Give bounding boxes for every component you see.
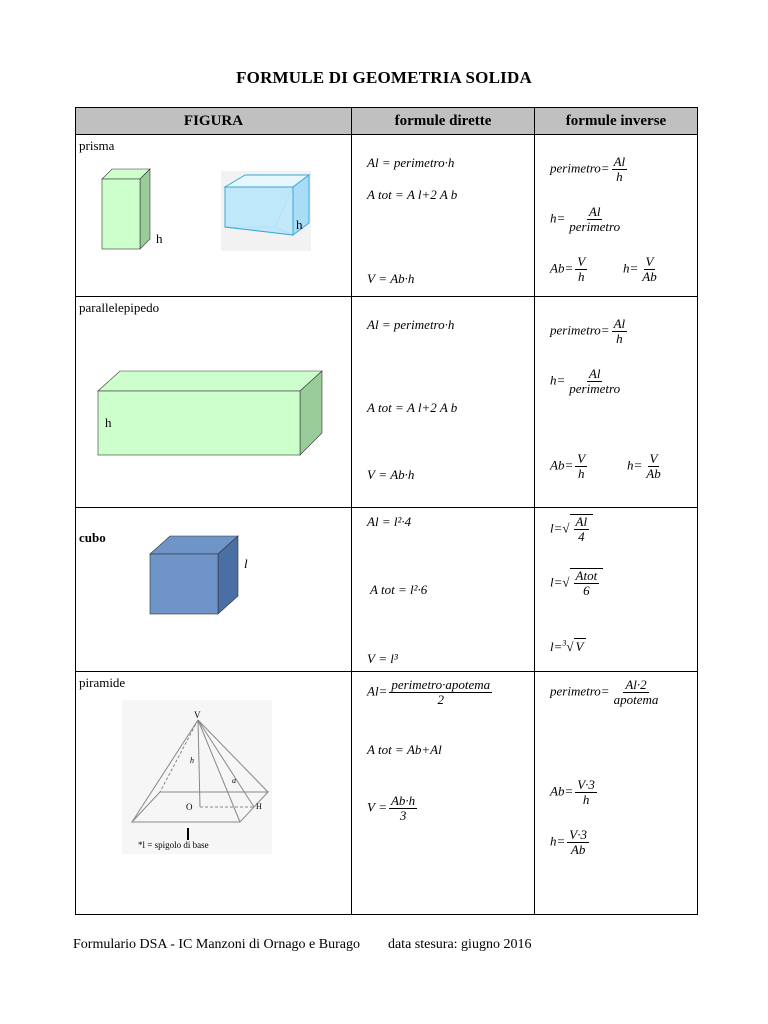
pyramid-caption: *l = spigolo di base [138,840,209,850]
formula-height: h= $\frac{V\cdot 3}{Ab}$ [550,827,587,857]
header-formule-dirette: formule dirette [352,108,535,135]
figure-cell-cubo [76,508,352,672]
formula-lateral-area: Al = perimetro·h [367,155,455,170]
direct-formulas-piramide [352,672,535,915]
figure-cell-parallelepipedo [76,297,352,508]
height-label: h [156,231,163,246]
table-row-cubo [76,508,698,672]
page-title: FORMULE DI GEOMETRIA SOLIDA [236,68,532,87]
apothem-label: a [232,776,236,785]
formula-edge-3: l=$^3$√ V [550,638,584,654]
formula-lateral-area: Al = l²·4 [367,514,412,529]
height-label: h [105,415,112,430]
formula-lateral-area: Al= perimetro·apotema 2 [367,677,491,707]
formula-perimetro: perimetro= $\frac{Al}{h}$ [550,316,626,346]
formula-height: h= Al perimetro [550,204,621,234]
formula-base-area: Ab= $\frac{V}{h}$ [550,254,586,284]
direct-formulas-cubo [352,508,535,672]
formula-height-2: h= $\frac{V}{Ab}$ [627,451,661,481]
edge-label: l [244,556,248,571]
header-formule-inverse: formule inverse [535,108,698,135]
formula-perimetro: perimetro= Al·2 apotema [550,677,659,707]
footer-date: data stesura: giugno 2016 [387,937,532,952]
formula-volume: V = Ab·h [367,467,415,482]
formula-edge-1: l=√ $\frac{Al}{4}$ [550,514,593,544]
row-name: cubo [79,530,106,545]
parallelepiped-image [96,369,324,455]
formula-total-area: A tot = Ab+Al [367,742,442,757]
inverse-formulas-prisma [535,135,698,297]
formula-height-2: h= $\frac{V}{Ab}$ [623,254,657,284]
header-figura: FIGURA [76,108,352,135]
direct-formulas-parallelepipedo [352,297,535,508]
formula-total-area: A tot = l²·6 [370,582,428,597]
formula-base-area: Ab= $\frac{V\cdot 3}{h}$ [550,777,595,807]
row-name: parallelepipedo [79,300,160,315]
formula-volume: V = $\frac{Ab\cdot h}{3}$ [367,793,416,823]
height-label-2: h [296,217,303,232]
height-label: h [190,756,194,765]
foot-label: H [256,802,262,811]
figure-cell-piramide [76,672,352,915]
formula-perimetro: perimetro= $\frac{Al}{h}$ [550,154,626,184]
formula-total-area: A tot = A l+2 A b [367,400,458,415]
formula-edge-2: l=√ Atot 6 [550,568,603,598]
direct-formulas-prisma [352,135,535,297]
table-row-prisma [76,135,698,297]
table-row-parallelepipedo [76,297,698,508]
inverse-formulas-piramide [535,672,698,915]
row-name: piramide [79,675,126,690]
row-name: prisma [79,138,115,153]
formula-base-area: Ab= $\frac{V}{h}$ [550,451,586,481]
formula-volume: V = Ab·h [367,271,415,286]
vertex-label: V [194,710,201,720]
figure-cell-prisma [76,135,352,297]
cube-image [148,534,240,616]
inverse-formulas-cubo [535,508,698,672]
footer-school: Formulario DSA - IC Manzoni di Ornago e Burago [73,937,360,952]
formula-height: h= Al perimetro [550,366,621,396]
prism-green-image [100,167,160,249]
formula-table [75,107,698,915]
table-header-row [76,108,698,135]
page-footer [73,937,531,953]
table-row-piramide [76,672,698,915]
prism-blue-image [221,171,311,251]
formula-lateral-area: Al = perimetro·h [367,317,455,332]
formula-total-area: A tot = A l+2 A b [367,187,458,202]
formula-volume: V = l³ [367,651,398,666]
inverse-formulas-parallelepipedo [535,297,698,508]
pyramid-image [122,700,272,854]
center-label: O [186,802,193,812]
